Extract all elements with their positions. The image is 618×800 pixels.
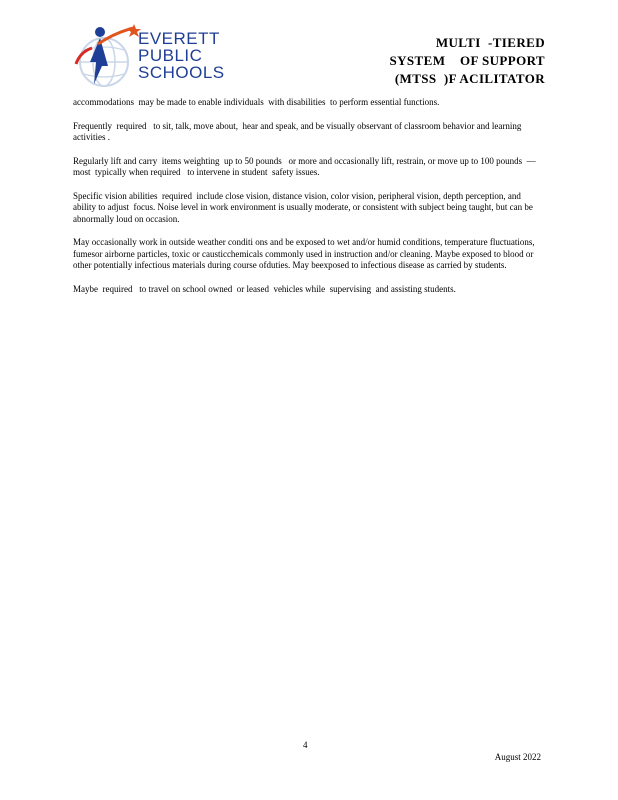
logo-emblem-icon bbox=[72, 22, 142, 92]
body-paragraph: Specific vision abilities required include close vision, distance vision, color vision, peripheral vision, depth perception, and ability to adjust focus. Noise level in work environment is usually moderate, or consistent with subject being taught, but can be abnormally loud on occasion. bbox=[73, 190, 536, 224]
logo-line: EVERETT bbox=[138, 29, 220, 48]
body-paragraph: Frequently required to sit, talk, move about, hear and speak, and be visually observant of classroom behavior and learning activities . bbox=[73, 120, 524, 142]
page-number: 4 bbox=[303, 740, 308, 750]
body-paragraph: accommodations may be made to enable individuals with disabilities to perform essential functions. bbox=[73, 97, 440, 107]
body-paragraph: May occasionally work in outside weather conditi ons and be exposed to wet and/or humid conditions, temperature fluctuations, fumesor airborne particles, toxic or causticchemicals commonly used in instruction and/or cleaning. Maybe exposed to blood or other potentially infectious materials during course ofduties. May beexposed to infectious disease as carried by students. bbox=[73, 237, 537, 270]
body-paragraph: Maybe required to travel on school owned or leased vehicles while supervising and assisting students. bbox=[73, 283, 456, 294]
document-body bbox=[73, 97, 541, 307]
title-line: (MTSS )F ACILITATOR bbox=[394, 71, 545, 86]
body-paragraph: Regularly lift and carry items weighting up to 50 pounds or more and occasionally lift, restrain, or move up to 100 pounds —most typically when required to intervene in student safety issues. bbox=[73, 155, 536, 177]
logo-line: PUBLIC bbox=[138, 46, 203, 65]
document-title bbox=[390, 34, 546, 88]
logo-line: SCHOOLS bbox=[138, 63, 225, 82]
logo-wordmark bbox=[138, 30, 225, 81]
title-line: SYSTEM OF SUPPORT bbox=[389, 53, 545, 68]
school-logo bbox=[72, 22, 242, 92]
title-line: MULTI -TIERED bbox=[435, 35, 545, 50]
footer-date: August 2022 bbox=[494, 752, 541, 762]
